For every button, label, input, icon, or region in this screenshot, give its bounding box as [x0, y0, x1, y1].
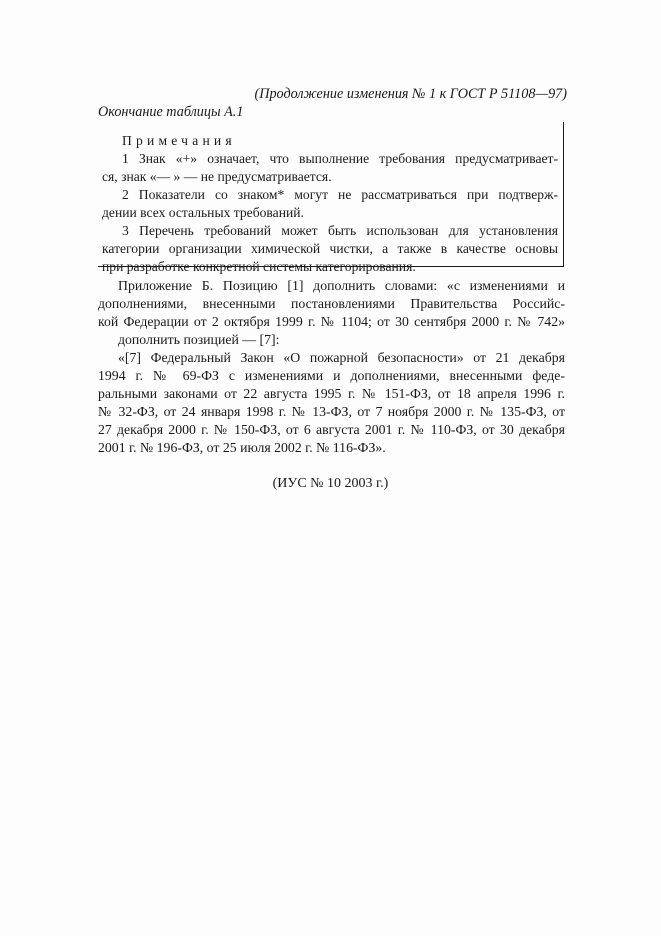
- body-line-6: 1994 г. № 69-ФЗ с изменениями и дополнениями, внесенными феде-: [98, 368, 565, 383]
- body-line-4: дополнить позицией — [7]:: [118, 332, 280, 347]
- note-line-5: 3 Перечень требований может быть использован для установления: [122, 223, 558, 238]
- body-line-5: «[7] Федеральный Закон «О пожарной безопасности» от 21 декабря: [118, 350, 565, 365]
- body-line-2: дополнениями, внесенными постановлениями Правительства Российс-: [98, 296, 565, 311]
- body-line-8: № 32-ФЗ, от 24 января 1998 г. № 13-ФЗ, от 7 ноября 2000 г. № 135-ФЗ, от: [98, 404, 565, 419]
- body-line-7: ральными законами от 22 августа 1995 г. № 151-ФЗ, от 18 апреля 1996 г.: [98, 386, 565, 401]
- body-line-3: кой Федерации от 2 октября 1999 г. № 1104; от 30 сентября 2000 г. № 742»: [98, 314, 565, 329]
- note-line-1: 1 Знак «+» означает, что выполнение требования предусматривает-: [122, 151, 558, 166]
- source-reference: (ИУС № 10 2003 г.): [272, 476, 389, 491]
- notes-table-cell: [98, 122, 564, 274]
- note-line-6: категории организации химической чистки, а также в качестве основы: [102, 241, 558, 256]
- notes-title: Примечания: [122, 133, 236, 148]
- note-line-7: при разработке конкретной системы категорирования.: [102, 259, 416, 274]
- continuation-header: (Продолжение изменения № 1 к ГОСТ Р 51108—97): [254, 86, 567, 102]
- body-line-9: 27 декабря 2000 г. № 150-ФЗ, от 6 августа 2001 г. № 110-ФЗ, от 30 декабря: [98, 422, 565, 437]
- body-line-10: 2001 г. № 196-ФЗ, от 25 июля 2002 г. № 116-ФЗ».: [98, 440, 386, 455]
- body-line-1: Приложение Б. Позицию [1] дополнить словами: «с изменениями и: [118, 278, 565, 293]
- note-line-4: дении всех остальных требований.: [102, 205, 304, 220]
- note-line-2: ся, знак «— » — не предусматривается.: [102, 169, 332, 184]
- note-line-3: 2 Показатели со знаком* могут не рассматриваться при подтверж-: [122, 187, 558, 202]
- table-end-caption: Окончание таблицы А.1: [98, 104, 244, 120]
